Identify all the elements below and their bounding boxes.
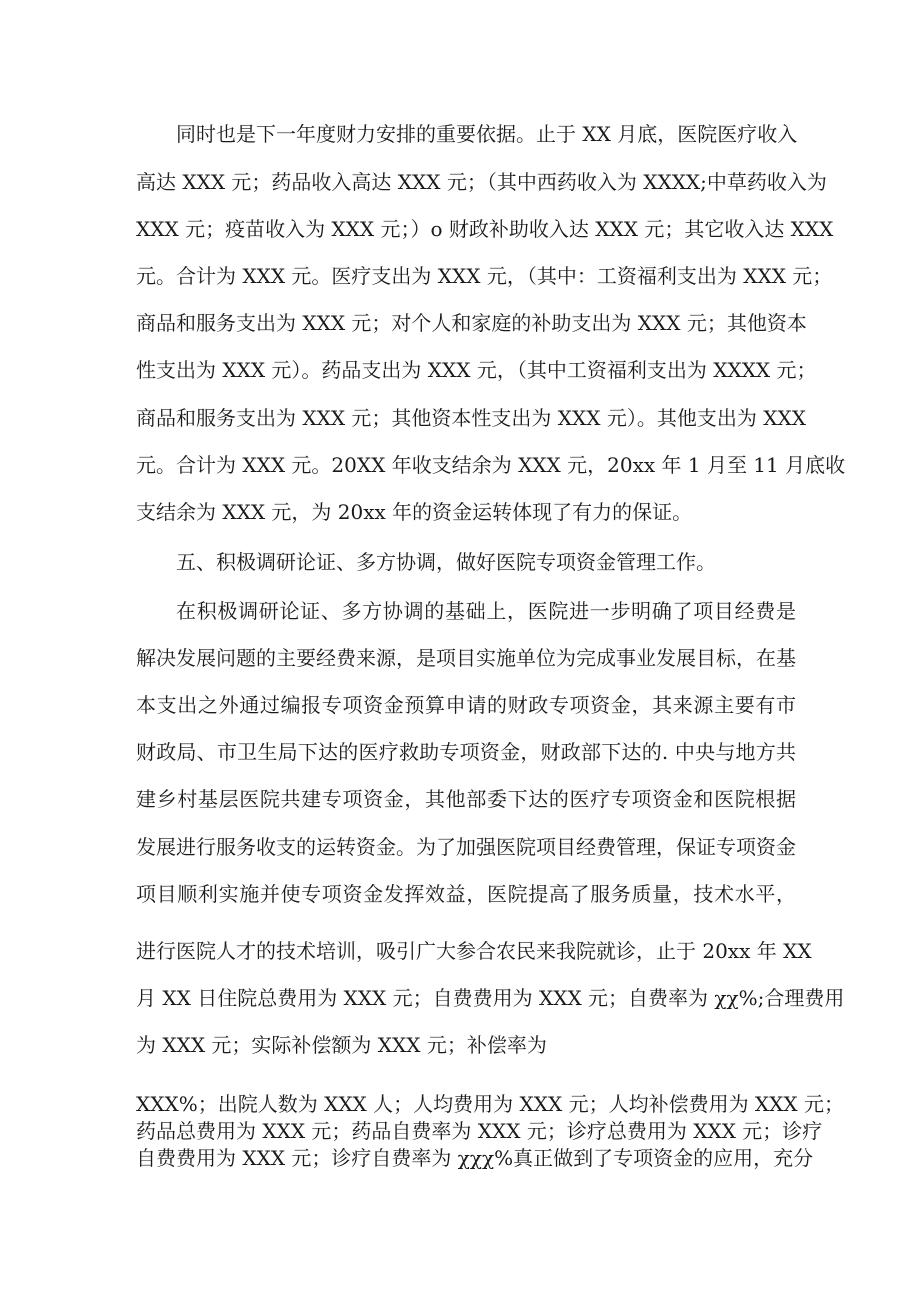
paragraph-line: 性支出为 XXX 元）。药品支出为 XXX 元，（其中工资福利支出为 XXXX 元；	[136, 358, 817, 382]
paragraph-line: 同时也是下一年度财力安排的重要依据。止于 XX 月底，医院医疗收入	[176, 122, 798, 146]
paragraph-line: 自费费用为 XXX 元；诊疗自费率为 χχχ%真正做到了专项资金的应用，充分	[136, 1146, 814, 1170]
paragraph-line: 元。合计为 XXX 元。医疗支出为 XXX 元，（其中：工资福利支出为 XXX 元；	[136, 264, 833, 288]
paragraph-line: 高达 XXX 元；药品收入高达 XXX 元；（其中西药收入为 XXXX;中草药收入为	[136, 170, 827, 194]
paragraph-line: 解决发展问题的主要经费来源，是项目实施单位为完成事业发展目标，在基	[136, 646, 796, 670]
paragraph-line: 进行医院人才的技术培训，吸引广大参合农民来我院就诊，止于 20xx 年 XX	[136, 939, 812, 963]
paragraph-line: 本支出之外通过编报专项资金预算申请的财政专项资金，其来源主要有市	[136, 693, 796, 717]
paragraph-line: 支结余为 XXX 元，为 20xx 年的资金运转体现了有力的保证。	[136, 500, 693, 524]
paragraph-line: 商品和服务支出为 XXX 元；其他资本性支出为 XXX 元）。其他支出为 XXX	[136, 406, 806, 430]
paragraph-line: 元。合计为 XXX 元。20XX 年收支结余为 XXX 元，20xx 年 1 月至 11 月底收	[136, 453, 846, 477]
paragraph-line: 建乡村基层医院共建专项资金，其他部委下达的医疗专项资金和医院根据	[136, 787, 796, 811]
paragraph-line: 项目顺利实施并使专项资金发挥效益，医院提高了服务质量，技术水平，	[136, 882, 796, 906]
paragraph-line: 发展进行服务收支的运转资金。为了加强医院项目经费管理，保证专项资金	[136, 835, 796, 859]
paragraph-line: 商品和服务支出为 XXX 元；对个人和家庭的补助支出为 XXX 元；其他资本	[136, 311, 807, 335]
paragraph-line: XXX 元；疫苗收入为 XXX 元；）o 财政补助收入达 XXX 元；其它收入达 XXX	[136, 217, 834, 241]
paragraph-line: 药品总费用为 XXX 元；药品自费率为 XXX 元；诊疗总费用为 XXX 元；诊疗	[136, 1119, 823, 1143]
paragraph-line: XXX%；出院人数为 XXX 人；人均费用为 XXX 元；人均补偿费用为 XXX 元；	[136, 1092, 845, 1116]
paragraph-line: 在积极调研论证、多方协调的基础上，医院进一步明确了项目经费是	[176, 599, 796, 623]
paragraph-line: 月 XX 日住院总费用为 XXX 元；自费费用为 XXX 元；自费率为 χχ%;合理费用	[136, 986, 845, 1010]
paragraph-line: 财政局、市卫生局下达的医疗救助专项资金，财政部下达的. 中央与地方共	[136, 740, 796, 764]
section-heading: 五、积极调研论证、多方协调，做好医院专项资金管理工作。	[176, 550, 716, 574]
paragraph-line: 为 XXX 元；实际补偿额为 XXX 元；补偿率为	[136, 1033, 547, 1057]
